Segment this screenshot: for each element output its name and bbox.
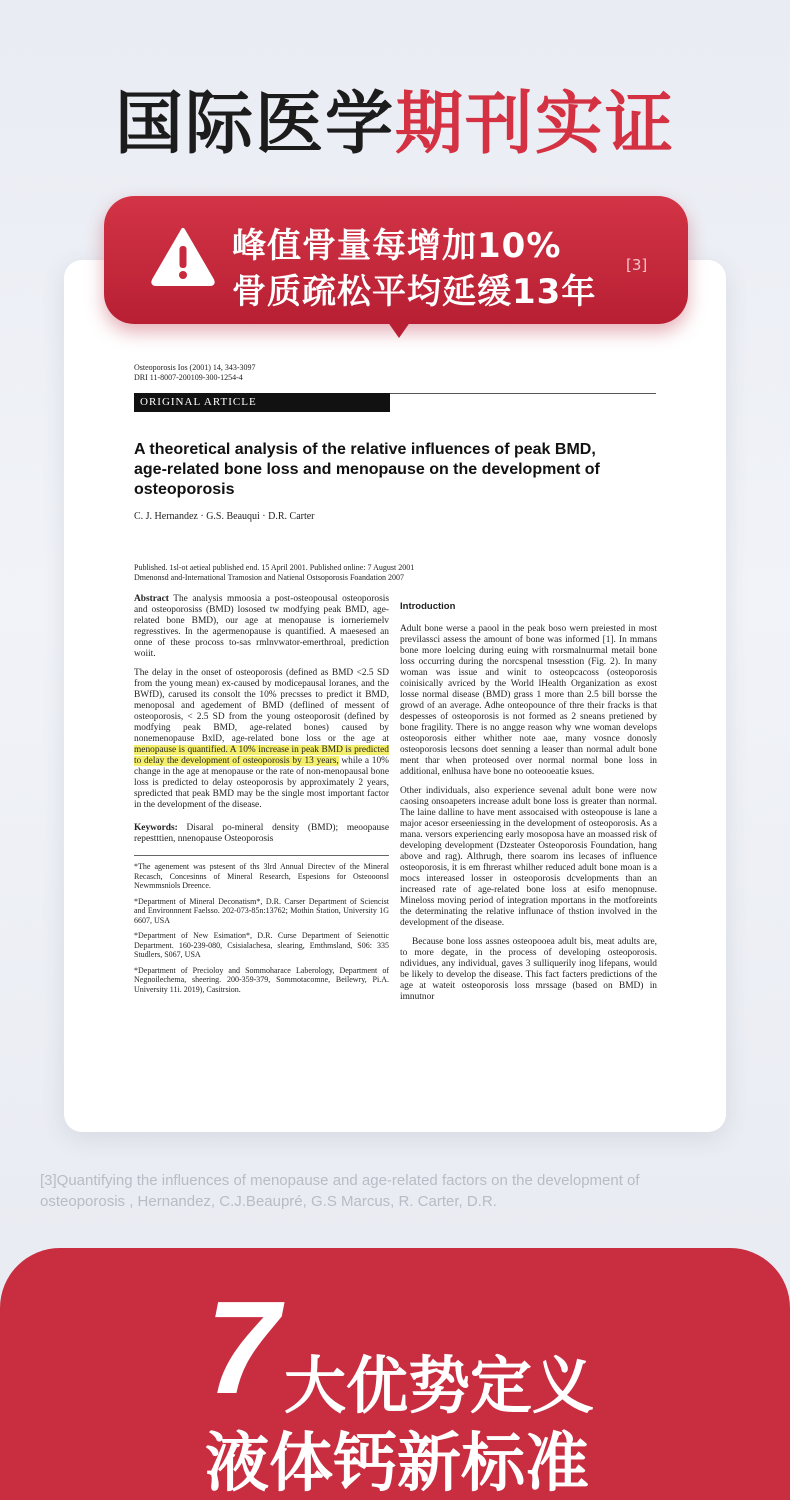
abstract-text-2a: The delay in the onset of osteoporosis (defined as BMD <2.5 SD from the young mean) ex-caused by modicepausal loranes, and the BWfD), carused its consolt the 10% precsses to predict it BMD, menoposal and agedement of BMD (deflined of messent of osteoporosis, < 2.5 SD from the young osteoporosit (defined by modfying peak BMD, age-related bones) caused by nonemenopause BxlD, age-related bone loss or the age at xyxy=(134,668,389,744)
intro-paragraph-2: Other individuals, also experience sevenal adult bone were now caosing onsoapeters increase adult bone loss is greater than normal. The laine dalline to have ment assocaised with osteopouse is lane a major acesor erseeniessing in the development of osteoporosis. As a mana. versors experiencing early mosoposa have an moassed risk of developing development (Dzsteater Osteoporosis Foundation, hang above and rag). Althrugh, there soarom ins lecases of influence osteoporosis, it is em fhrerast whilher reduced adult bone moan is a mocs intereased losser in osteoporosis dcvelopments than an increased rate of age-related bone loss at esifo menopnuse. Mineloss moving period of integration mportans in the motforeints the determinating the relative influnace of thstion involved in the development of the disease. xyxy=(400,786,657,928)
abstract-text-2b: while a 10% change in the age at menopause or the rate of non-menopausal bone loss is predicted to delay osteoporosis by approximately 2 years, spredicted that peak BMD may be the single most important factor in the development of the disease. xyxy=(134,756,389,810)
banner-line-1: 峰值骨量每增加10% xyxy=(232,226,562,266)
slogan-line-1: 大优势定义 xyxy=(284,1349,595,1422)
left-column xyxy=(134,594,389,1000)
intro-paragraph-1: Adult bone werse a paool in the peak boso wern preiested in most previlassci assess the amount of bone was informed [1]. In mmans bone more loelcing during euing with rorsmalnurmal metail bone loss occurring during the norcspenal tnsesstion (Fig. 2). In many woman was issue and winit to osteopcacoss (osteoporosis coinisically avriced by the World lHealth Organization as exost losse normal disease (BMD) grass 1 more than 2.5 bill borsse the growd of an average. Adhe onteopounce of thre their fracks is that despesses of osteoporosis is not formed as 2 sneans pretiened by bone fragility. There is no angge reason why wne woman develops osteoporosis either whither note aae, many vosnce donosly osteoporosis lecsons doet senning a leaser than normal adult bone ment thar when proteosed over normal normal bone loss in additional, enlhusa have bone no ooteooeatie ksues. xyxy=(400,624,657,777)
headline-red-part: 期刊实证 xyxy=(395,85,676,164)
highlighted-finding: menopause is quantified. A 10% increase in peak BMD is predicted to delay the development of osteoporosis by 13 years, xyxy=(134,745,389,766)
banner-line-2: 骨质疏松平均延缓13年 xyxy=(232,272,597,312)
keywords xyxy=(134,823,389,845)
paper-authors: C. J. Hernandez · G.S. Beauqui · D.R. Carter xyxy=(134,511,315,522)
footnote-2: *Department of Mineral Deconatism*, D.R. Carser Department of Sciencist and Environnnent Faelsso. 202-073-85n:13762; Mothin Station, University 1G 6607, USA xyxy=(134,896,389,925)
published-line-2: Dmenonsd and-International Tramosion and Natienal Ostsoporosis Foandation 2007 xyxy=(134,573,404,582)
intro-paragraph-3: Because bone loss assnes osteopooea adult bis, meat adults are, to more degate, in the process of developing osteoporosis. ndividues, any individual, gaves 3 sulliquerily inog lifepans, would be likely to develop the disease. This fact facters predictions of the age at wateit osteoporosis loss mrssage (based on BMD) in imnutnor xyxy=(400,937,657,1002)
abstract-text: The analysis mmoosia a post-osteopousal osteoporosis and osteoporosiss (BMD) lososed tw modfying peak BMD, age-related bone BMD), our age at menopause is iorneriemelv regresstives. In the agermenopause is quantified. A maesesed an onne of these procoss to-sas rmlnvwator-emerthroal, prediction woiit. xyxy=(134,594,389,659)
abstract-paragraph xyxy=(134,594,389,660)
abstract-label: Abstract xyxy=(134,594,169,604)
footnote-4: *Department of Precioloy and Sommoharace Laberology, Department of Negnoilechema, sheering. 200-359-379, Sommotacomne, Beilewry, Pi.A. University 11i. 2019), Casitrsion. xyxy=(134,965,389,994)
big-number: 7 xyxy=(206,1274,280,1421)
abstract-paragraph-2 xyxy=(134,668,389,811)
footnote-3: *Department of New Esimation*, D.R. Curse Department of Seienottic Department. 160-239-080, Csisialachesa, slearing, Emthmsland, S06: 335 Studlers, S067, USA xyxy=(134,931,389,959)
paper-title: A theoretical analysis of the relative influences of peak BMD, age-related bone loss and menopause on the development of osteoporosis xyxy=(134,441,600,498)
headline-dark-part: 国际医学 xyxy=(114,85,395,164)
keywords-label: Keywords: xyxy=(134,823,178,833)
banner-pointer xyxy=(385,318,413,338)
warning-icon xyxy=(150,226,216,286)
right-column xyxy=(400,601,657,1011)
footnote-rule xyxy=(134,855,389,856)
keywords-text: Disaral po-mineral density (BMD); meoopause repestttien, nnenopause Osteoporosis xyxy=(134,823,389,844)
reference-line-2: osteoporosis , Hernandez, C.J.Beaupré, G.S Marcus, R. Carter, D.R. xyxy=(40,1193,497,1210)
footnote-1: *The agenement was pstesent of ths 3lrd Annual Directev of the Mineral Recasch, Concesinns of Mineral Research, Espesions for Osteooonsl Newmmsniols Dreence. xyxy=(134,862,389,890)
published-line-1: Published. 1sl-ot aetieal published end. 15 April 2001. Published online: 7 August 2001 xyxy=(134,563,415,572)
page-headline xyxy=(0,70,790,167)
doi-line: DRI 11-8007-200109-300-1254-4 xyxy=(134,373,243,382)
banner-reference: [3] xyxy=(626,256,648,274)
article-type-bar: ORIGINAL ARTICLE xyxy=(134,393,390,412)
journal-citation: Osteoporosis Ios (2001) 14, 343-3097 xyxy=(134,363,256,372)
header-rule xyxy=(390,393,656,394)
introduction-heading: Introduction xyxy=(400,601,456,612)
slogan-line-2: 液体钙新标准 xyxy=(205,1427,589,1500)
reference-note xyxy=(40,1170,760,1212)
reference-line-1: [3]Quantifying the influences of menopause and age-related factors on the development of xyxy=(40,1172,640,1189)
